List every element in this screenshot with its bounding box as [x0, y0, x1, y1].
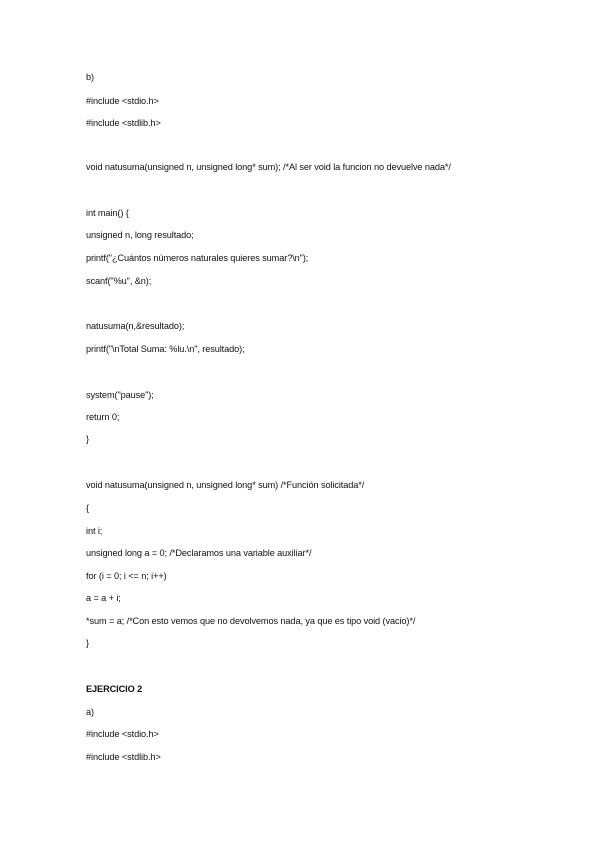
code-line: { — [86, 503, 89, 513]
code-line: } — [86, 638, 89, 648]
code-line: scanf("%u", &n); — [86, 276, 152, 286]
code-line: unsigned n, long resultado; — [86, 230, 194, 240]
code-line: void natusuma(unsigned n, unsigned long* sum) /*Función solicitada*/ — [86, 480, 365, 490]
code-line: return 0; — [86, 412, 120, 422]
code-line: #include <stdlib.h> — [86, 118, 161, 128]
section-label-b: b) — [86, 72, 94, 82]
code-line: a = a + i; — [86, 593, 121, 603]
code-line: *sum = a; /*Con esto vemos que no devolvemos nada, ya que es tipo void (vacio)*/ — [86, 616, 416, 626]
code-line: void natusuma(unsigned n, unsigned long* sum); /*Al ser void la funcion no devuelve nada*/ — [86, 162, 451, 172]
code-line: #include <stdio.h> — [86, 96, 159, 106]
code-line: } — [86, 434, 89, 444]
code-line: int i; — [86, 526, 103, 536]
code-line: system("pause"); — [86, 390, 154, 400]
code-line: #include <stdio.h> — [86, 729, 159, 739]
exercise-heading: EJERCICIO 2 — [86, 684, 143, 694]
code-line: natusuma(n,&resultado); — [86, 321, 185, 331]
code-line: printf("¿Cuántos números naturales quieres sumar?\n"); — [86, 253, 309, 263]
code-line: unsigned long a = 0; /*Declaramos una variable auxiliar*/ — [86, 548, 312, 558]
code-line: printf("\nTotal Suma: %lu.\n", resultado); — [86, 344, 245, 354]
code-line: int main() { — [86, 208, 129, 218]
code-line: for (i = 0; i <= n; i++) — [86, 571, 167, 581]
code-line: #include <stdlib.h> — [86, 752, 161, 762]
section-label-a: a) — [86, 707, 94, 717]
